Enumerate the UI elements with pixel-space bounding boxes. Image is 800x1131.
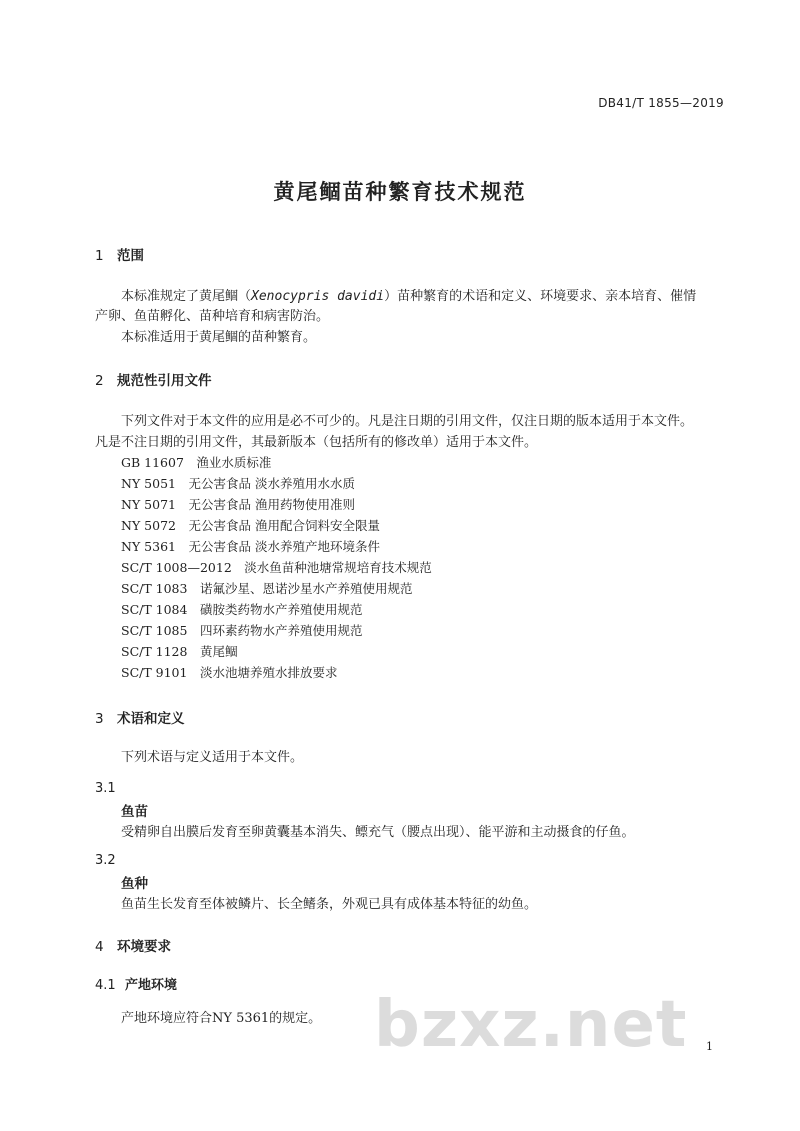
section-1-heading — [95, 244, 144, 264]
reference-item: SC/T 1128 黄尾鲴 — [121, 644, 238, 659]
paragraph: 产地环境应符合NY 5361的规定。 — [121, 1011, 322, 1026]
reference-item: SC/T 9101 淡水池塘养殖水排放要求 — [121, 665, 338, 680]
page-number: 1 — [706, 1040, 713, 1053]
paragraph: 下列文件对于本文件的应用是必不可少的。凡是注日期的引用文件，仅注日期的版本适用于本文件。 — [121, 414, 694, 429]
section-3-heading — [95, 707, 185, 727]
subsection-4-1-heading — [95, 974, 177, 993]
reference-item: SC/T 1084 磺胺类药物水产养殖使用规范 — [121, 602, 363, 617]
section-number: 2 — [95, 373, 104, 389]
term-number: 3.1 — [95, 781, 116, 796]
text-span: 本标准规定了黄尾鲴（ — [121, 289, 252, 304]
reference-item: NY 5051 无公害食品 淡水养殖用水水质 — [121, 476, 355, 491]
reference-item: SC/T 1085 四环素药物水产养殖使用规范 — [121, 623, 363, 638]
section-2-heading — [95, 369, 212, 389]
paragraph-line: 凡是不注日期的引用文件，其最新版本（包括所有的修改单）适用于本文件。 — [95, 435, 538, 450]
term-name: 鱼苗 — [121, 804, 148, 820]
term-definition: 受精卵自出膜后发育至卵黄囊基本消失、鳔充气（腰点出现）、能平游和主动摄食的仔鱼。 — [121, 825, 635, 840]
reference-item: SC/T 1008—2012 淡水鱼苗种池塘常规培育技术规范 — [121, 560, 432, 575]
reference-item: NY 5071 无公害食品 渔用药物使用准则 — [121, 497, 355, 512]
subsection-number: 4.1 — [95, 978, 116, 993]
subsection-title: 产地环境 — [125, 978, 178, 993]
paragraph — [121, 285, 696, 304]
reference-item: GB 11607 渔业水质标准 — [121, 455, 272, 470]
paragraph-line: 产卵、鱼苗孵化、苗种培育和病害防治。 — [95, 309, 330, 324]
section-number: 3 — [95, 711, 104, 727]
reference-item: SC/T 1083 诺氟沙星、恩诺沙星水产养殖使用规范 — [121, 581, 413, 596]
paragraph: 本标准适用于黄尾鲴的苗种繁育。 — [121, 330, 317, 345]
paragraph: 下列术语与定义适用于本文件。 — [121, 750, 304, 765]
term-name: 鱼种 — [121, 876, 148, 892]
section-number: 4 — [95, 939, 104, 955]
section-title: 术语和定义 — [117, 711, 185, 727]
latin-name: Xenocypris davidi — [251, 289, 385, 304]
watermark: bzxz.net — [374, 988, 688, 1062]
section-4-heading — [95, 935, 171, 955]
document-title: 黄尾鲴苗种繁育技术规范 — [273, 180, 527, 204]
text-span: ）苗种繁育的术语和定义、环境要求、亲本培育、催情 — [384, 289, 697, 304]
standard-code: DB41/T 1855—2019 — [598, 96, 724, 110]
section-title: 环境要求 — [117, 939, 171, 955]
reference-item: NY 5072 无公害食品 渔用配合饲料安全限量 — [121, 518, 380, 533]
reference-item: NY 5361 无公害食品 淡水养殖产地环境条件 — [121, 539, 380, 554]
section-number: 1 — [95, 248, 104, 264]
section-title: 范围 — [117, 248, 144, 264]
term-number: 3.2 — [95, 853, 116, 868]
section-title: 规范性引用文件 — [117, 373, 212, 389]
term-definition: 鱼苗生长发育至体被鳞片、长全鳍条，外观已具有成体基本特征的幼鱼。 — [121, 897, 538, 912]
